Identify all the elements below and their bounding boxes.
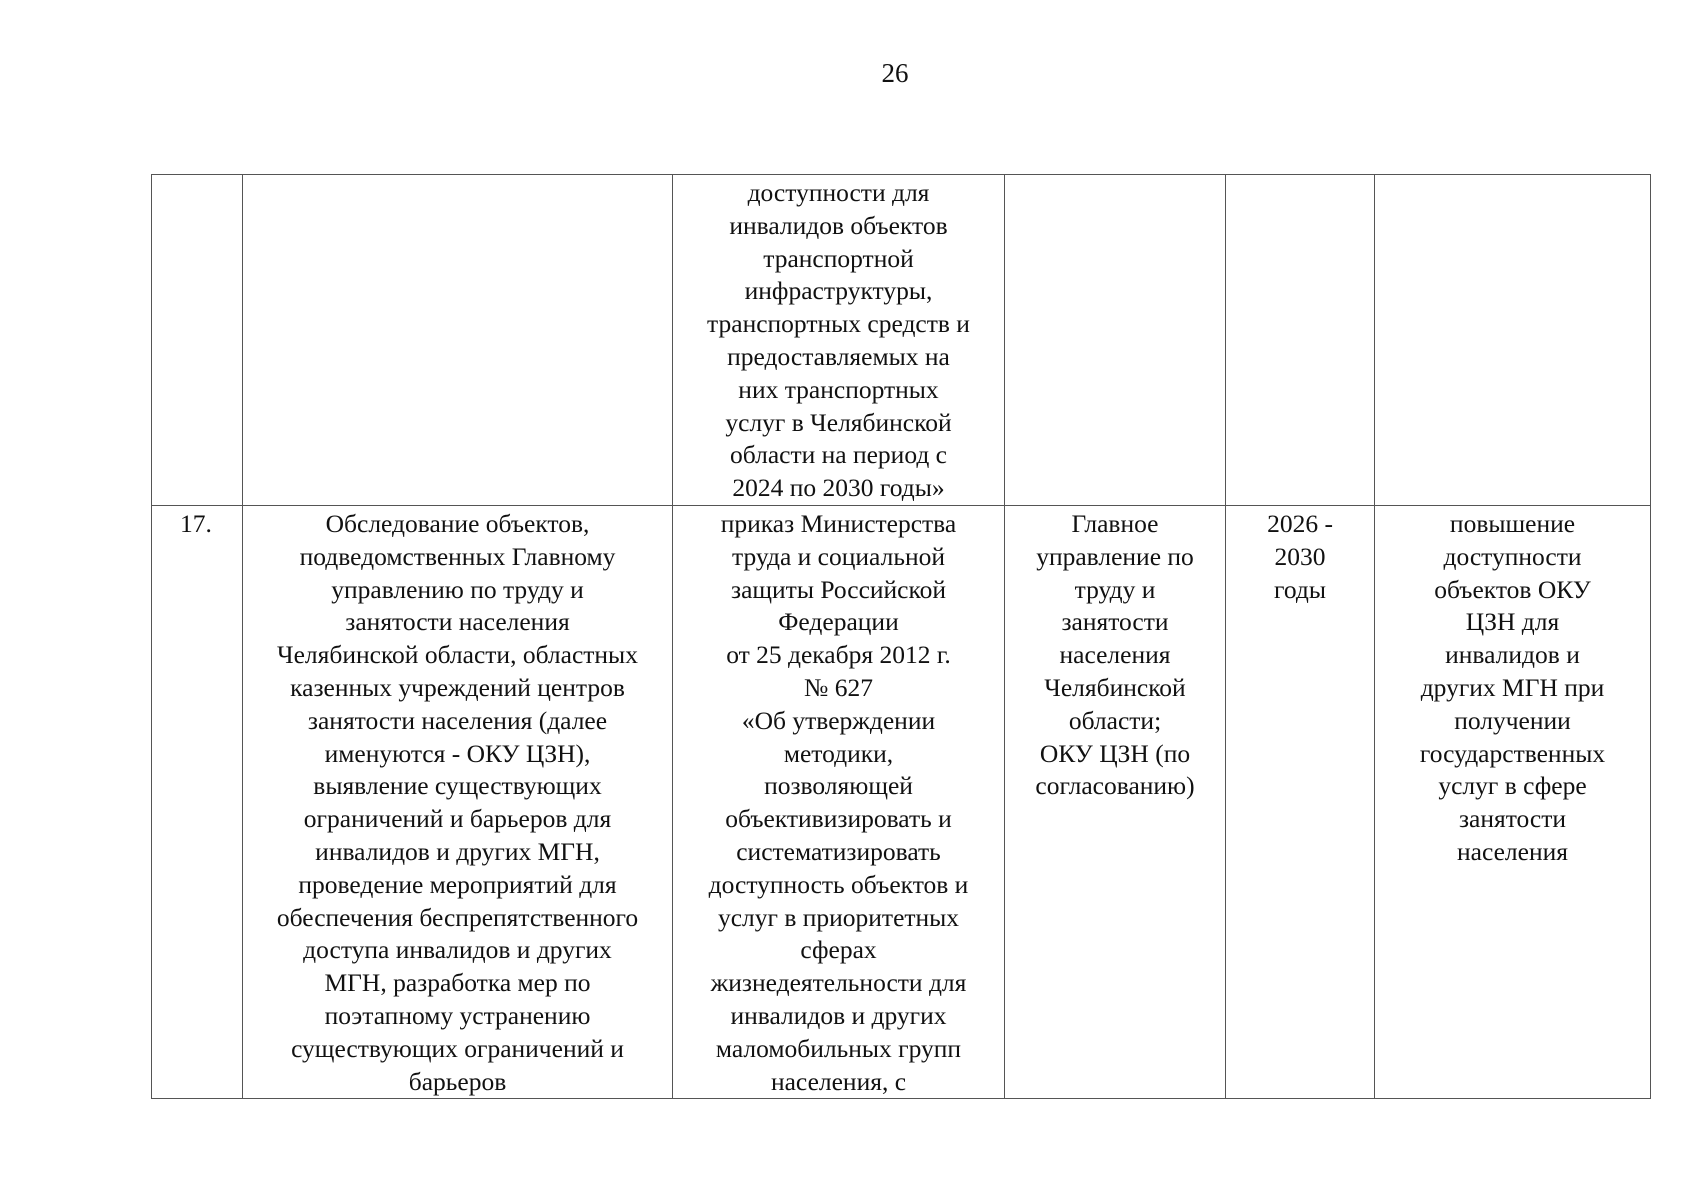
table-row-17 bbox=[152, 505, 1651, 1098]
cell-number bbox=[152, 175, 243, 506]
cell-legal-basis bbox=[673, 175, 1005, 506]
cell-term bbox=[1226, 175, 1375, 506]
cell-number bbox=[152, 505, 243, 1098]
cell-number-text: 17. bbox=[180, 508, 212, 538]
cell-measure-name bbox=[243, 505, 673, 1098]
measures-table bbox=[151, 174, 1651, 1099]
cell-legal-basis-text: приказ Министерства труда и социальной защиты Российской Федерации от 25 декабря 2012 г. № 627 «Об утверждении методики, позволяющей объективизировать и систематизировать доступность объектов и услуг в приоритетных сферах жизнедеятельности для инвалидов и других маломобильных групп населения, с bbox=[708, 508, 969, 1096]
cell-measure-name-text: Обследование объектов, подведомственных Главному управлению по труду и занятости населения Челябинской области, областных казенных учреждений центров занятости населения (далее именуются - ОКУ ЦЗН), выявление существующих ограничений и барьеров для инвалидов и других МГН, проведение мероприятий для обеспечения беспрепятственного доступа инвалидов и других МГН, разработка мер по поэтапному устранению существующих ограничений и барьеров bbox=[276, 508, 639, 1096]
cell-result-text: повышение доступности объектов ОКУ ЦЗН для инвалидов и других МГН при получении государственных услуг в сфере занятости населения bbox=[1419, 508, 1606, 866]
cell-executor-text: Главное управление по труду и занятости населения Челябинской области; ОКУ ЦЗН (по согласованию) bbox=[1035, 508, 1195, 801]
cell-term-text: 2026 - 2030 годы bbox=[1267, 508, 1333, 604]
cell-result bbox=[1375, 505, 1651, 1098]
cell-legal-basis bbox=[673, 505, 1005, 1098]
cell-legal-basis-text: доступности для инвалидов объектов транспортной инфраструктуры, транспортных средств и предоставляемых на них транспортных услуг в Челябинской области на период с 2024 по 2030 годы» bbox=[707, 178, 970, 503]
cell-result bbox=[1375, 175, 1651, 506]
cell-executor bbox=[1005, 175, 1226, 506]
table-row-continuation bbox=[152, 175, 1651, 506]
cell-measure-name bbox=[243, 175, 673, 506]
cell-executor bbox=[1005, 505, 1226, 1098]
page-number: 26 bbox=[881, 58, 909, 88]
cell-term bbox=[1226, 505, 1375, 1098]
